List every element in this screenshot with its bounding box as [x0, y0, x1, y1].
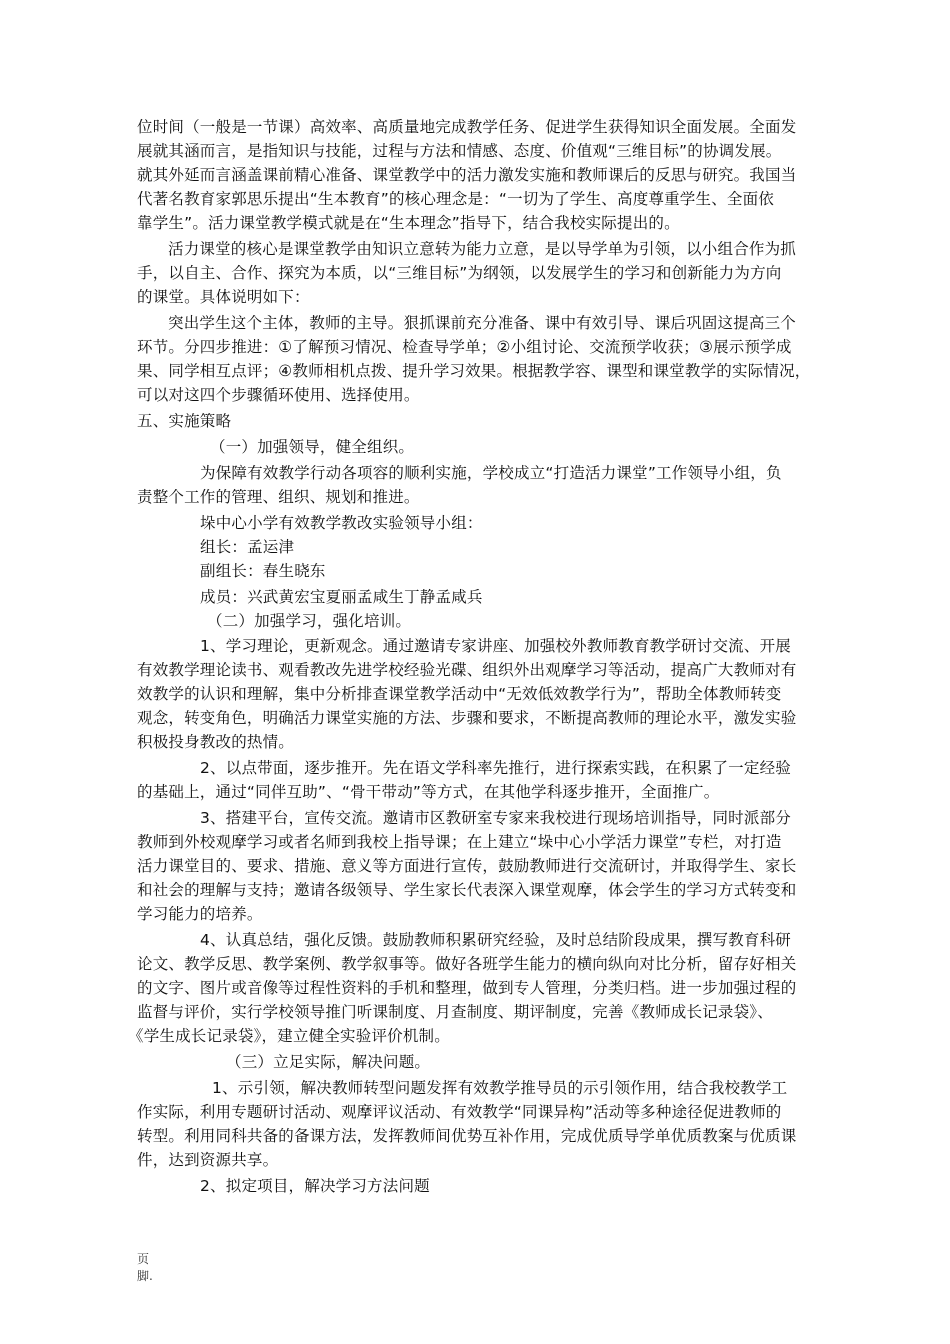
text-line: 4、认真总结，强化反馈。鼓励教师积累研究经验，及时总结阶段成果，撰写教育科研 [200, 931, 791, 949]
text-line: 效教学的认识和理解，集中分析排查课堂教学活动中“无效低效教学行为”，帮助全体教师转变 [137, 685, 782, 703]
text-line: 靠学生”。活力课堂教学模式就是在“生本理念”指导下，结合我校实际提出的。 [137, 214, 680, 232]
text-line: 环节。分四步推进：①了解预习情况、检查导学单；②小组讨论、交流预学收获；③展示预学成 [137, 338, 792, 356]
text-line: 的课堂。具体说明如下： [137, 288, 310, 306]
text-line: 可以对这四个步骤循环使用、选择使用。 [137, 386, 420, 404]
text-line: 展就其涵而言，是指知识与技能，过程与方法和情感、态度、价值观“三维目标”的协调发展。 [137, 142, 782, 160]
text-line: 学习能力的培养。 [137, 905, 263, 923]
text-line: 为保障有效教学行动各项容的顺利实施，学校成立“打造活力课堂”工作领导小组，负 [200, 464, 782, 482]
text-line: 副组长：春生晓东 [200, 562, 326, 580]
text-line: 位时间（一般是一节课）高效率、高质量地完成教学任务、促进学生获得知识全面发展。全面发 [137, 118, 797, 136]
text-line: 突出学生这个主体，教师的主导。狠抓课前充分准备、课中有效引导、课后巩固这提高三个 [168, 314, 797, 332]
text-line: 转型。利用同科共备的备课方法，发挥教师间优势互补作用，完成优质导学单优质教案与优质课 [137, 1127, 797, 1145]
text-line: 的基础上，通过“同伴互助”、“骨干带动”等方式，在其他学科逐步推开，全面推广。 [137, 783, 720, 801]
text-line: 的文字、图片或音像等过程性资料的手机和整理，做到专人管理，分类归档。进一步加强过程的 [137, 979, 797, 997]
text-line: （二）加强学习，强化培训。 [207, 612, 412, 630]
text-line: 1、示引领，解决教师转型问题发挥有效教学推导员的示引领作用，结合我校教学工 [212, 1079, 788, 1097]
text-line: 3、搭建平台，宣传交流。邀请市区教研室专家来我校进行现场培训指导，同时派部分 [200, 809, 791, 827]
text-line: 2、以点带面，逐步推开。先在语文学科率先推行，进行探索实践，在积累了一定经验 [200, 759, 791, 777]
text-line: 垛中心小学有效教学教改实验领导小组： [200, 514, 483, 532]
text-line: 观念，转变角色，明确活力课堂实施的方法、步骤和要求，不断提高教师的理论水平，激发实验 [137, 709, 797, 727]
text-line: 有效教学理论读书、观看教改先进学校经验光碟、组织外出观摩学习等活动，提高广大教师对有 [137, 661, 797, 679]
text-line: 活力课堂目的、要求、措施、意义等方面进行宣传，鼓励教师进行交流研讨，并取得学生、家长 [137, 857, 797, 875]
text-line: 代著名教育家郭思乐提出“生本教育”的核心理念是：“一切为了学生、高度尊重学生、全面依 [137, 190, 774, 208]
text-line: 2、拟定项目，解决学习方法问题 [200, 1177, 430, 1195]
text-line: 作实际，利用专题研讨活动、观摩评议活动、有效教学“同课异构”活动等多种途径促进教师的 [137, 1103, 782, 1121]
text-line: （三）立足实际，解决问题。 [226, 1053, 431, 1071]
text-line: 教师到外校观摩学习或者名师到我校上指导课；在上建立“垛中心小学活力课堂”专栏，对打造 [137, 833, 782, 851]
text-line: 果、同学相互点评；④教师相机点拨、提升学习效果。根据教学容、课型和课堂教学的实际情况， [137, 362, 811, 380]
text-line: 手，以自主、合作、探究为本质，以“三维目标”为纲领，以发展学生的学习和创新能力为方向 [137, 264, 782, 282]
text-line: 和社会的理解与支持；邀请各级领导、学生家长代表深入课堂观摩，体会学生的学习方式转变和 [137, 881, 797, 899]
footer-line: 页 [137, 1252, 150, 1266]
text-line: 就其外延而言涵盖课前精心准备、课堂教学中的活力激发实施和教师课后的反思与研究。我国当 [137, 166, 797, 184]
text-line: 成员：兴武黄宏宝夏丽孟咸生丁静孟咸兵 [200, 588, 483, 606]
text-line: 组长：孟运津 [200, 538, 295, 556]
text-line: 《学生成长记录袋》，建立健全实验评价机制。 [128, 1027, 450, 1045]
text-line: 积极投身教改的热情。 [137, 733, 295, 751]
text-line: 责整个工作的管理、组织、规划和推进。 [137, 488, 420, 506]
text-line: 五、实施策略 [137, 412, 232, 430]
text-line: 活力课堂的核心是课堂教学由知识立意转为能力立意，是以导学单为引领，以小组合作为抓 [168, 240, 797, 258]
text-line: 件，达到资源共享。 [137, 1151, 279, 1169]
text-line: （一）加强领导，健全组织。 [210, 438, 415, 456]
text-line: 论文、教学反思、教学案例、教学叙事等。做好各班学生能力的横向纵向对比分析，留存好相关 [137, 955, 797, 973]
page-footer [137, 1251, 161, 1285]
footer-line: 脚. [137, 1269, 153, 1283]
text-line: 1、学习理论，更新观念。通过邀请专家讲座、加强校外教师教育教学研讨交流、开展 [200, 637, 791, 655]
text-line: 监督与评价，实行学校领导推门听课制度、月查制度、期评制度，完善《教师成长记录袋》、 [137, 1003, 773, 1021]
